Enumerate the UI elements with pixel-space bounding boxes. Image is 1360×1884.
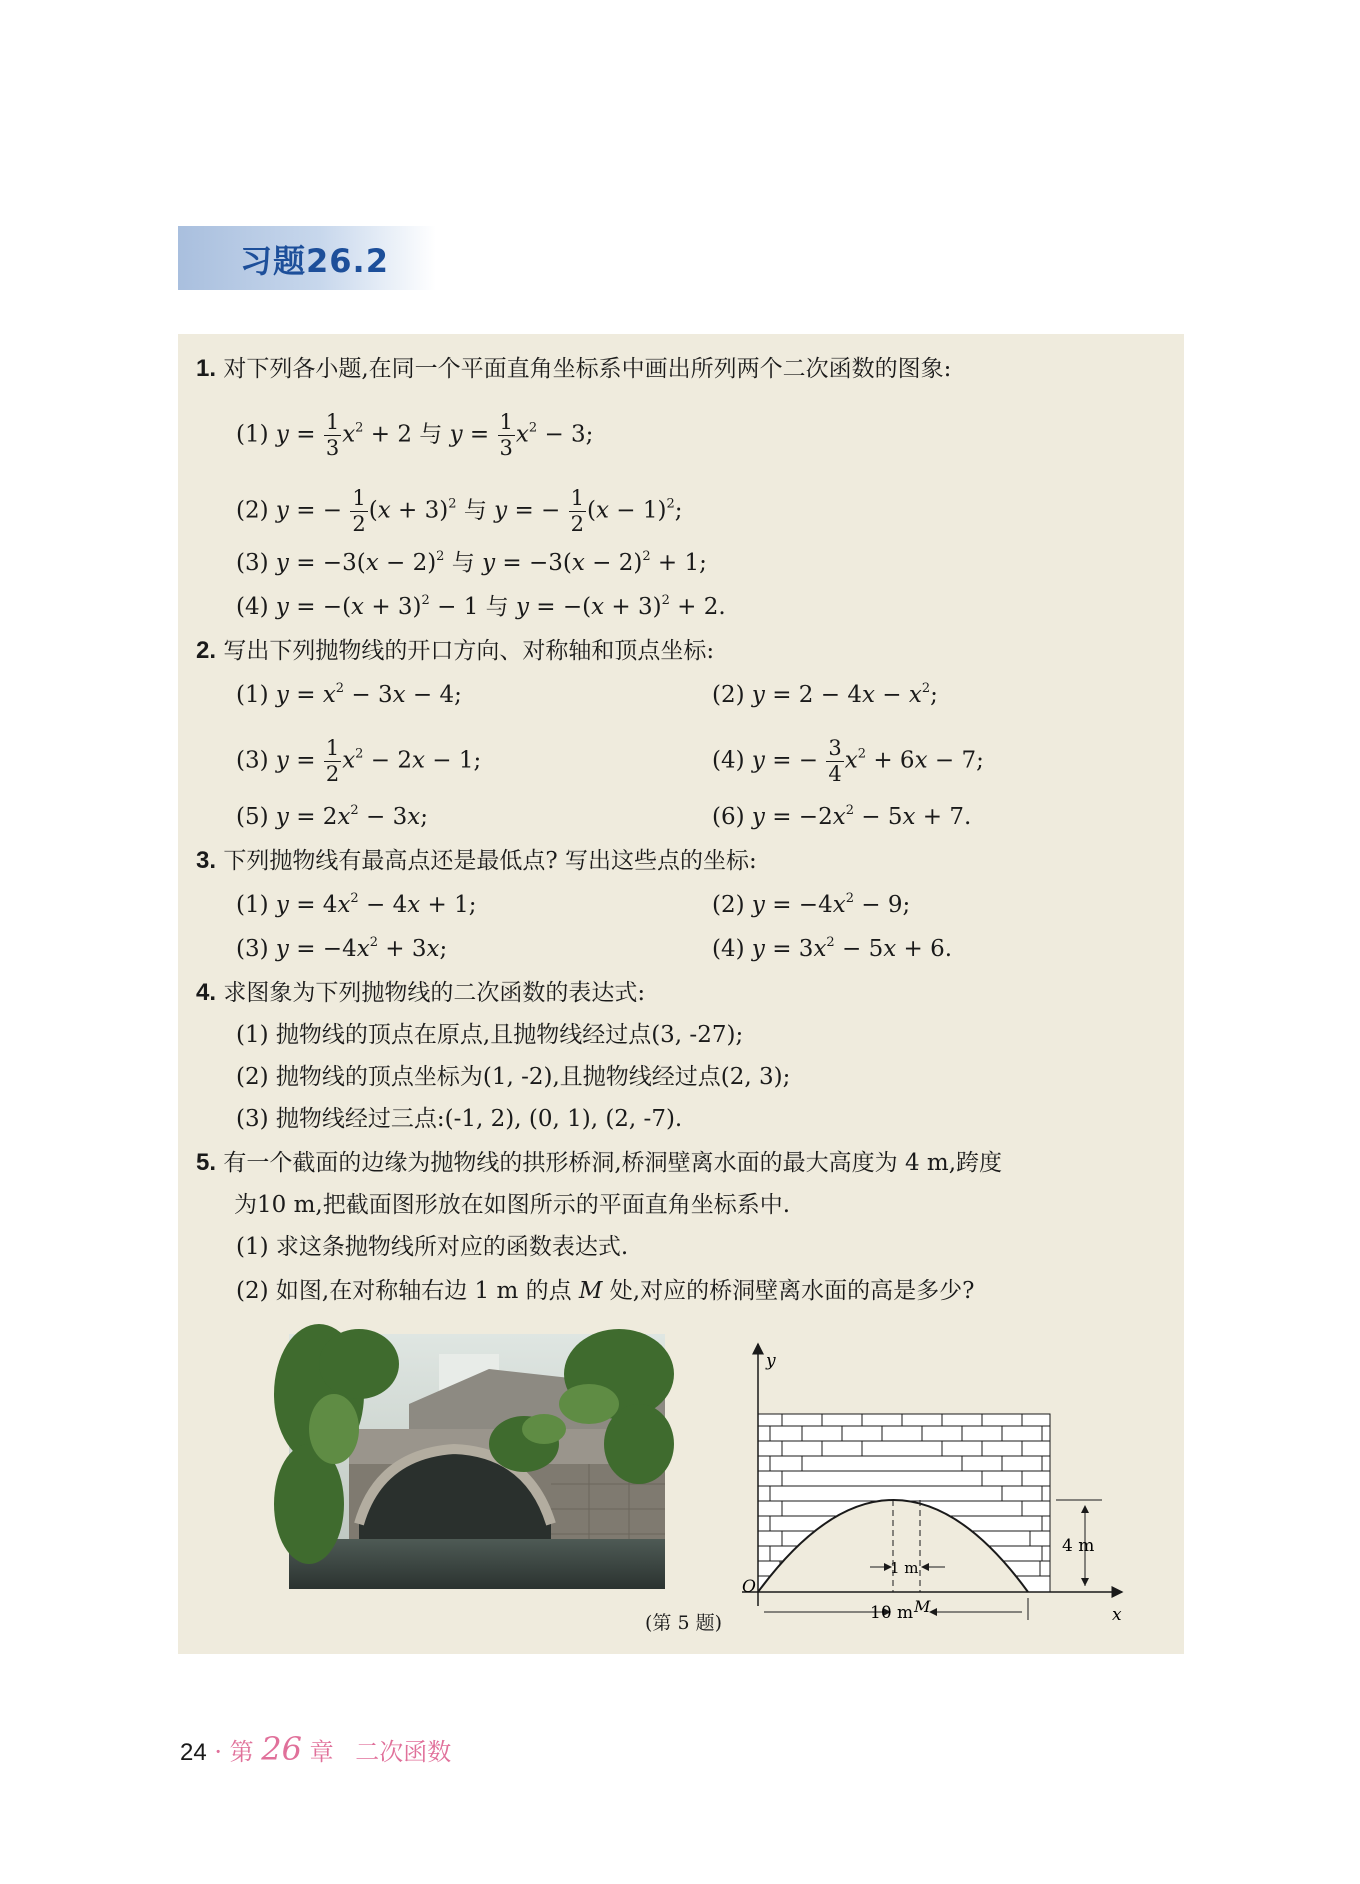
question-5-text-line-2: 为10 m,把截面图形放在如图所示的平面直角坐标系中.	[234, 1192, 791, 1218]
q1-item-4: (4) $y = -(x + 3)^2 - 1$ 与 $y = -(x + 3)^2 + 2$.	[236, 593, 726, 620]
section-title: 习题26.2	[240, 242, 389, 280]
q3-item-3-label: (3)	[236, 936, 269, 962]
q5-item-2-text-a: (2) 如图,在对称轴右边 1 m 的点	[236, 1278, 579, 1304]
q1-item-3: (3) $y = -3(x - 2)^2$ 与 $y = -3(x - 2)^2 + 1$;	[236, 549, 707, 576]
q3-item-2: (2) $y = -4x^2 - 9$;	[712, 891, 911, 918]
q2-item-1: (1) $y = x^2 - 3x - 4$;	[236, 681, 462, 708]
page-footer	[180, 1730, 451, 1768]
point-m-label: M	[914, 1597, 931, 1616]
question-5-text-line-1: 有一个截面的边缘为抛物线的拱形桥洞,桥洞壁离水面的最大高度为 4 m,跨度	[223, 1150, 1003, 1176]
bridge-coordinate-diagram	[730, 1330, 1130, 1625]
q2-item-1-label: (1)	[236, 682, 269, 708]
q3-item-3: (3) $y = -4x^2 + 3x$;	[236, 935, 448, 962]
q3-item-1-label: (1)	[236, 892, 269, 918]
q2-item-3: (3) y = $\frac{1}{2}$ $x^2 - 2x - 1$;	[236, 736, 482, 786]
question-3-number: 3.	[196, 847, 217, 874]
one-meter-label: 1 m	[890, 1559, 919, 1577]
chapter-prefix: 第	[229, 1738, 254, 1766]
chapter-suffix: 章	[309, 1738, 334, 1766]
question-3-text: 下列抛物线有最高点还是最低点? 写出这些点的坐标:	[223, 848, 757, 874]
q3-item-2-label: (2)	[712, 892, 745, 918]
q2-item-3-label: (3)	[236, 747, 269, 774]
chapter-number: 26	[261, 1730, 302, 1768]
q3-item-4: (4) $y = 3x^2 - 5x + 6$.	[712, 935, 953, 962]
question-5	[196, 1148, 1002, 1178]
question-1	[196, 354, 951, 384]
q4-item-2: (2) 抛物线的顶点坐标为(1, -2),且抛物线经过点(2, 3);	[236, 1064, 791, 1090]
question-1-number: 1.	[196, 355, 217, 382]
q2-item-4: (4) y = − $\frac{3}{4}$ $x^2 + 6x - 7$;	[712, 736, 984, 786]
q2-item-6-label: (6)	[712, 804, 745, 830]
q1-item-4-label: (4)	[236, 594, 269, 620]
chapter-title: 二次函数	[355, 1738, 452, 1766]
q2-item-5: (5) $y = 2x^2 - 3x$;	[236, 803, 428, 830]
q4-item-3: (3) 抛物线经过三点:(-1, 2), (0, 1), (2, -7).	[236, 1106, 683, 1132]
question-4-text: 求图象为下列抛物线的二次函数的表达式:	[223, 980, 646, 1006]
q2-item-4-label: (4)	[712, 747, 745, 774]
q2-item-2: (2) $y = 2 - 4x - x^2$;	[712, 681, 938, 708]
q5-item-2	[236, 1276, 974, 1306]
x-axis-label: x	[1112, 1605, 1122, 1625]
origin-label: O	[742, 1577, 756, 1597]
figure-caption: (第 5 题)	[645, 1612, 722, 1634]
height-label: 4 m	[1062, 1536, 1095, 1556]
q4-item-1: (1) 抛物线的顶点在原点,且抛物线经过点(3, -27);	[236, 1022, 744, 1048]
q3-item-1: (1) $y = 4x^2 - 4x + 1$;	[236, 891, 477, 918]
footer-dot: ·	[214, 1738, 222, 1766]
q1-item-1-label: (1)	[236, 421, 269, 448]
q1-item-2: (2) y = − $\frac{1}{2}$ $(x + 3)^2$ 与 y = − $\frac{1}{2}$ $(x - 1)^2$;	[236, 486, 683, 536]
span-label: 10 m	[870, 1603, 914, 1623]
question-2	[196, 636, 714, 666]
question-2-number: 2.	[196, 637, 217, 664]
question-2-text: 写出下列抛物线的开口方向、对称轴和顶点坐标:	[223, 638, 715, 664]
q2-item-2-label: (2)	[712, 682, 745, 708]
q2-item-5-label: (5)	[236, 804, 269, 830]
section-header	[178, 226, 436, 290]
question-5-number: 5.	[196, 1149, 217, 1176]
y-axis-label: y	[766, 1351, 776, 1371]
question-4	[196, 978, 645, 1008]
question-3	[196, 846, 757, 876]
question-1-text: 对下列各小题,在同一个平面直角坐标系中画出所列两个二次函数的图象:	[223, 356, 952, 382]
page-number: 24	[180, 1739, 207, 1766]
q3-item-4-label: (4)	[712, 936, 745, 962]
q5-item-1: (1) 求这条抛物线所对应的函数表达式.	[236, 1234, 629, 1260]
q2-item-6: (6) $y = -2x^2 - 5x + 7$.	[712, 803, 972, 830]
q5-item-2-point: M	[578, 1278, 603, 1304]
q1-item-3-label: (3)	[236, 550, 269, 576]
q1-item-2-label: (2)	[236, 497, 269, 524]
question-4-number: 4.	[196, 979, 217, 1006]
q1-item-1: (1) y = $\frac{1}{3}$ $x^2 + 2$ 与 y = $\frac{1}{3}$ $x^2 - 3$;	[236, 410, 594, 460]
q5-item-2-text-b: 处,对应的桥洞壁离水面的高是多少?	[602, 1278, 975, 1304]
bridge-photo	[289, 1334, 665, 1589]
